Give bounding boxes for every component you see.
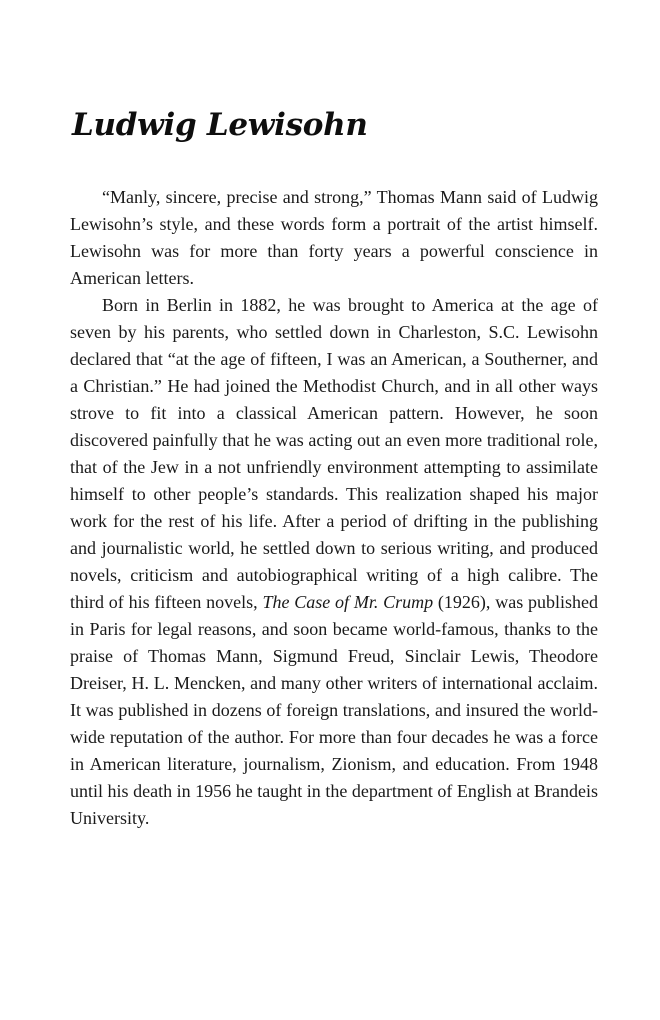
- paragraph-2-rest: (1926), was published in Paris for legal reasons, and soon became world-famous, thanks to the praise of Thomas Mann, Sigmund Freud, Sinclair Lewis, Theodore Dreiser, H. L. Mencken, and many other writers of international acclaim. It was published in dozens of foreign translations, and insured the world-wide reputation of the author. For more than four decades he was a force in American literature, journalism, Zionism, and education. From 1948 until his death in 1956 he taught in the department of English at Brandeis University.: [70, 592, 599, 828]
- biography-text: [70, 160, 598, 832]
- page-title: Ludwig Lewisohn: [72, 107, 368, 143]
- paragraph-1: “Manly, sincere, precise and strong,” Thomas Mann said of Ludwig Lewisohn’s style, and these words form a portrait of the artist himself. Lewisohn was for more than forty years a powerful conscience in American letters.: [70, 187, 598, 288]
- book-title: The Case of Mr. Crump: [262, 592, 434, 612]
- paragraph-2-opening: Born in Berlin in 1882, he was brought to America at the age of seven by his parents, who settled down in Charleston, S.C. Lewisohn declared that “at the age of fifteen, I was an American, a Southerner, and a Christian.” He had joined the Methodist Church, and in all other ways strove to fit into a classical American pattern. However, he soon discovered painfully that he was acting out an even more traditional role, that of the Jew in a not unfriendly environment attempting to assimilate himself to other people’s standards. This realization shaped his major work for the rest of his life. After a period of drifting in the publishing and journalistic world, he settled down to serious writing, and produced novels, criticism and autobiographical writing of a high calibre. The third of his fifteen novels,: [70, 295, 598, 612]
- paragraph-2: [70, 292, 598, 832]
